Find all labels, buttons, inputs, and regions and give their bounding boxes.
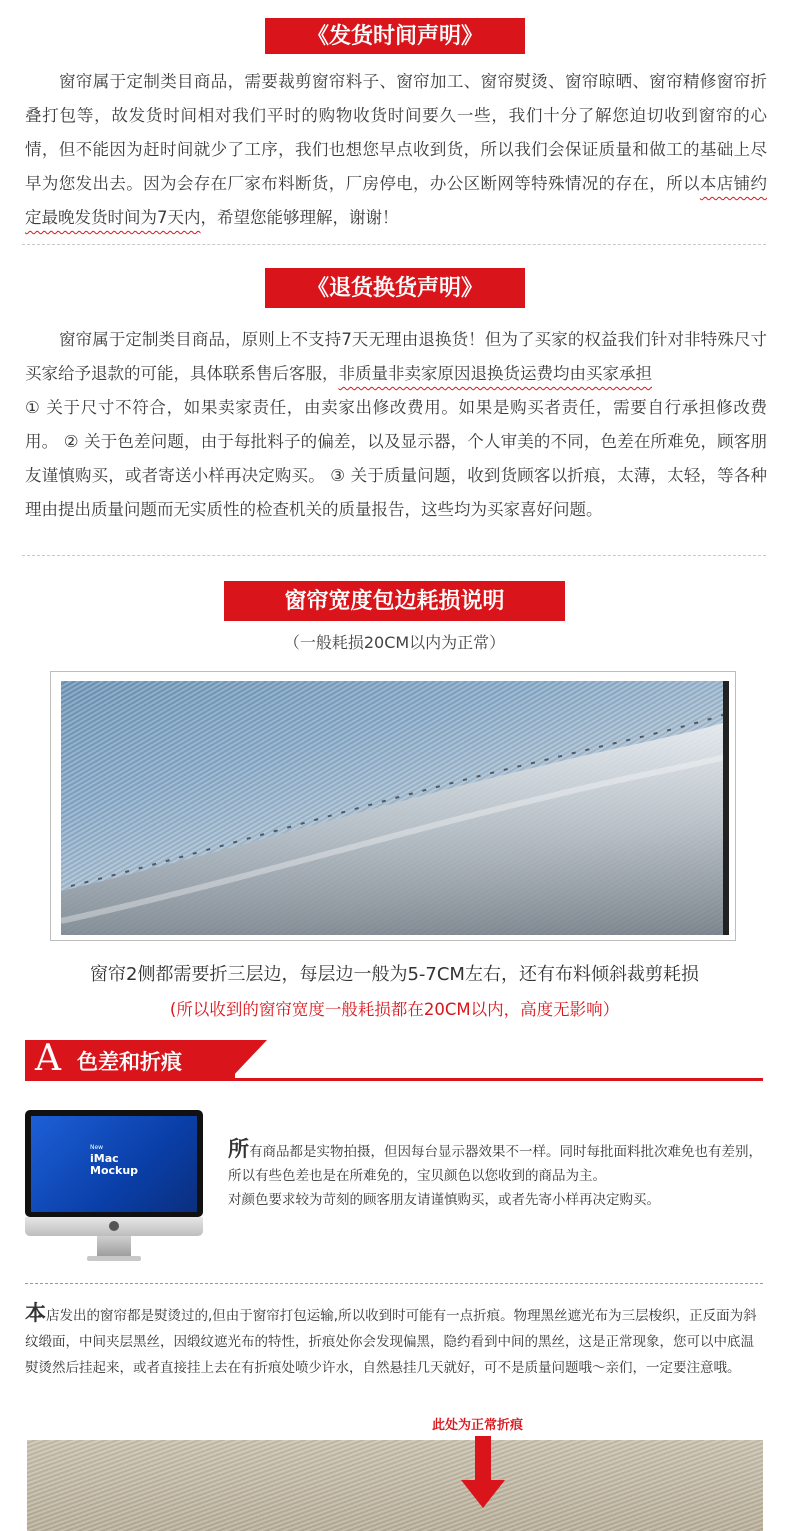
- return-policy-title: 《退货换货声明》: [265, 268, 525, 308]
- monitor-screen-line2: iMac: [90, 1152, 119, 1165]
- width-loss-subtitle: （一般耗损20CM以内为正常）: [283, 633, 506, 652]
- header-tab-slant: [231, 1040, 267, 1078]
- shipping-deadline-highlight: 本店铺约定最晚发货时间为7天内: [25, 174, 768, 227]
- monitor-screen-line1: New: [90, 1144, 104, 1151]
- color-difference-text: 所有商品都是实物拍摄，但因每台显示器效果不一样。同时每批面料批次难免也有差别，所以有些色差也是在所难免的，宝贝颜色以您收到的商品为主。 对颜色要求较为苛刻的顾客朋友请谨慎购买，或者先寄小样再决定购买。: [228, 1137, 762, 1208]
- divider: [25, 1283, 763, 1284]
- crease-text: 本店发出的窗帘都是熨烫过的,但由于窗帘打包运输,所以收到时可能有一点折痕。物理黑丝遮光布为三层梭织，正反面为斜纹缎面，中间夹层黑丝，因缎纹遮光布的特性，折痕处你会发现偏黑，隐约看到中间的黑丝，这是正常现象，您可以中底温熨烫然后挂起来，或者直接挂上去在有折痕处喷少许水，自然悬挂几天就好，可不是质量问题哦～亲们，一定要注意哦。: [25, 1301, 757, 1376]
- section-title: 色差和折痕: [77, 1050, 182, 1074]
- width-loss-title: 窗帘宽度包边耗损说明: [224, 581, 565, 621]
- hem-stitch-illustration: [61, 681, 729, 935]
- curtain-hem-photo: [61, 681, 729, 935]
- shipping-time-text: 窗帘属于定制类目商品，需要裁剪窗帘料子、窗帘加工、窗帘熨烫、窗帘晾晒、窗帘精修窗帘折叠打包等，故发货时间相对我们平时的购物收货时间要久一些，我们十分了解您迫切收到窗帘的心情，但不能因为赶时间就少了工序，我们也想您早点收到货，所以我们会保证质量和做工的基础上尽早为您发出去。因为会存在厂家布料断货，厂房停电，办公区断网等特殊情况的存在，所以本店铺约定最晚发货时间为7天内，希望您能够理解，谢谢！: [25, 72, 768, 227]
- color-crease-header: [25, 1040, 763, 1081]
- divider: [22, 555, 766, 556]
- return-shipping-highlight: 非质量非卖家原因退换货运费均由买家承担: [338, 364, 652, 383]
- width-loss-caption: 窗帘2侧都需要折三层边，每层边一般为5-7CM左右，还有布料倾斜裁剪耗损: [90, 964, 699, 985]
- arrow-down-icon: [470, 1436, 496, 1508]
- monitor-screen-line3: Mockup: [90, 1164, 139, 1177]
- divider: [22, 244, 766, 245]
- hem-photo-frame: [50, 671, 736, 941]
- header-underline: [25, 1078, 763, 1081]
- shipping-time-title: 《发货时间声明》: [265, 18, 525, 54]
- width-loss-note: (所以收到的窗帘宽度一般耗损都在20CM以内，高度无影响）: [169, 1000, 620, 1019]
- section-letter: A: [35, 1038, 61, 1079]
- crease-label: 此处为正常折痕: [432, 1418, 524, 1433]
- crease-photo: [27, 1440, 763, 1531]
- monitor-icon: [25, 1110, 203, 1262]
- return-policy-text: 窗帘属于定制类目商品，原则上不支持7天无理由退换货！但为了买家的权益我们针对非特殊尺寸买家给予退款的可能，具体联系售后客服，非质量非卖家原因退换货运费均由买家承担 ① 关于尺寸不符合，如果卖家责任，由卖家出修改费用。如果是购买者责任，需要自行承担修改费用。 ② 关于色差问题，由于每批料子的偏差，以及显示器，个人审美的不同，色差在所难免，顾客朋友谨慎购买，或者寄送小样再决定购买。 ③ 关于质量问题，收到货顾客以折痕，太薄，太轻，等各种理由提出质量问题而无实质性的检查机关的质量报告，这些均为买家喜好问题。: [25, 330, 767, 519]
